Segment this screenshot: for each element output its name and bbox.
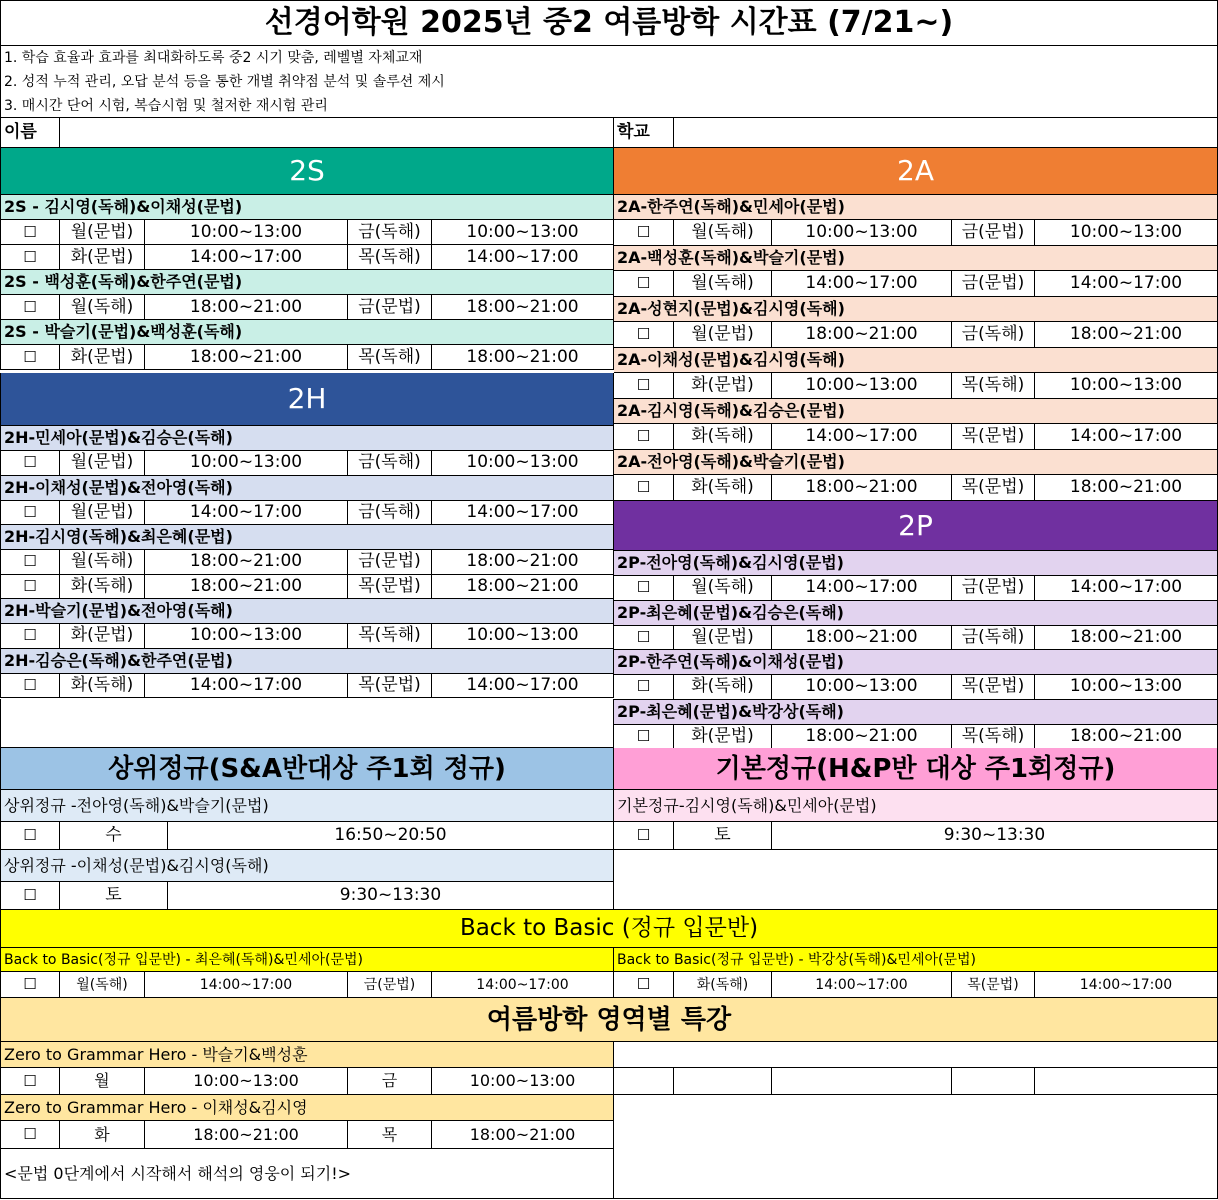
schedule-checkbox[interactable]: ☐ (0, 220, 60, 245)
schedule-time1: 10:00~13:00 (145, 220, 348, 245)
schedule-day1: 월(문법) (60, 451, 145, 476)
schedule-time2: 14:00~17:00 (432, 501, 614, 526)
schedule-day: 토 (60, 882, 168, 910)
schedule-day2: 목(문법) (348, 575, 432, 600)
schedule-day1: 화(문법) (60, 245, 145, 270)
schedule-time: 16:50~20:50 (168, 822, 614, 850)
schedule-time2: 14:00~17:00 (1035, 972, 1218, 998)
class-title: 상위정규 -이채성(문법)&김시영(독해) (0, 850, 614, 882)
schedule-day1: 화(독해) (60, 674, 145, 699)
schedule-day1: 화 (60, 1121, 145, 1149)
schedule-checkbox[interactable]: ☐ (0, 822, 60, 850)
schedule-checkbox[interactable]: ☐ (0, 245, 60, 270)
schedule-day1: 월(독해) (60, 295, 145, 320)
schedule-time2: 18:00~21:00 (1035, 475, 1218, 501)
schedule-time2: 14:00~17:00 (1035, 424, 1218, 450)
schedule-checkbox[interactable]: ☐ (614, 822, 674, 850)
class-title: 2A-전아영(독해)&박슬기(문법) (614, 450, 1218, 475)
schedule-time2: 10:00~13:00 (432, 451, 614, 476)
schedule-day1: 월(독해) (60, 972, 145, 998)
back-to-basic-header: Back to Basic (정규 입문반) (0, 910, 1218, 948)
section-header-2S: 2S (0, 148, 614, 195)
schedule-day2: 금(문법) (348, 972, 432, 998)
class-title: 2A-성현지(문법)&김시영(독해) (614, 297, 1218, 322)
schedule-day2: 목(독해) (348, 345, 432, 370)
schedule-day2: 목(독해) (348, 245, 432, 270)
schedule-time1: 18:00~21:00 (772, 626, 952, 651)
schedule-checkbox[interactable]: ☐ (0, 882, 60, 910)
schedule-day2: 금(독해) (348, 451, 432, 476)
schedule-time1: 18:00~21:00 (145, 295, 348, 320)
schedule-time2: 14:00~17:00 (432, 972, 614, 998)
schedule-time2: 10:00~13:00 (1035, 675, 1218, 700)
class-title: 2H-민세아(문법)&김승은(독해) (0, 426, 614, 451)
class-title: 2H-이채성(문법)&전아영(독해) (0, 476, 614, 501)
class-title: Back to Basic(정규 입문반) - 최은혜(독해)&민세아(문법) (0, 948, 614, 972)
schedule-time1: 10:00~13:00 (772, 220, 952, 246)
class-title: 2A-백성훈(독해)&박슬기(문법) (614, 246, 1218, 271)
schedule-time1: 14:00~17:00 (772, 576, 952, 601)
school-field[interactable] (674, 118, 1218, 148)
schedule-time1: 14:00~17:00 (772, 424, 952, 450)
class-title: 기본정규-김시영(독해)&민세아(문법) (614, 790, 1218, 822)
section-header-2H: 2H (0, 373, 614, 426)
schedule-checkbox[interactable]: ☐ (0, 501, 60, 526)
schedule-checkbox[interactable]: ☐ (614, 475, 674, 501)
schedule-day2: 목 (348, 1121, 432, 1149)
note-line-3: 3. 매시간 단어 시험, 복습시험 및 철저한 재시험 관리 (0, 94, 1218, 118)
schedule-day2: 금(독해) (952, 626, 1035, 651)
schedule-time1: 14:00~17:00 (145, 972, 348, 998)
class-title: 2S - 백성훈(독해)&한주연(문법) (0, 270, 614, 295)
schedule-time2: 18:00~21:00 (432, 295, 614, 320)
name-field[interactable] (60, 118, 614, 148)
empty-cell (674, 1068, 772, 1095)
schedule-day1: 화(독해) (60, 575, 145, 600)
empty-area (614, 1042, 1218, 1068)
schedule-time1: 18:00~21:00 (772, 475, 952, 501)
schedule-time2: 18:00~21:00 (432, 575, 614, 600)
schedule-day2: 금(독해) (952, 322, 1035, 348)
school-label: 학교 (614, 118, 674, 148)
schedule-time2: 18:00~21:00 (432, 550, 614, 575)
section-header-2P: 2P (614, 501, 1218, 551)
schedule-day: 수 (60, 822, 168, 850)
schedule-time1: 10:00~13:00 (145, 451, 348, 476)
schedule-day2: 목(독해) (952, 725, 1035, 750)
class-title: 2A-이채성(문법)&김시영(독해) (614, 348, 1218, 373)
schedule-day1: 월(문법) (674, 626, 772, 651)
schedule-checkbox[interactable]: ☐ (614, 322, 674, 348)
upper-regular-header: 상위정규(S&A반대상 주1회 정규) (0, 748, 614, 790)
schedule-day1: 월(독해) (60, 550, 145, 575)
schedule-day1: 화(문법) (674, 725, 772, 750)
class-title: 2A-한주연(독해)&민세아(문법) (614, 195, 1218, 220)
schedule-time2: 14:00~17:00 (1035, 271, 1218, 297)
schedule-day2: 금(독해) (348, 220, 432, 245)
empty-cell (952, 1068, 1035, 1095)
note-line-2: 2. 성적 누적 관리, 오답 분석 등을 통한 개별 취약점 분석 및 솔루션 제시 (0, 70, 1218, 94)
schedule-day2: 금(문법) (952, 576, 1035, 601)
schedule-day1: 화(독해) (674, 475, 772, 501)
schedule-time2: 18:00~21:00 (1035, 322, 1218, 348)
schedule-time2: 18:00~21:00 (432, 345, 614, 370)
schedule-day: 토 (674, 822, 772, 850)
schedule-checkbox[interactable]: ☐ (614, 725, 674, 750)
class-title: 2P-최은혜(문법)&김승은(독해) (614, 601, 1218, 626)
schedule-time1: 14:00~17:00 (145, 674, 348, 699)
schedule-time2: 10:00~13:00 (1035, 220, 1218, 246)
schedule-time2: 10:00~13:00 (432, 220, 614, 245)
schedule-time2: 10:00~13:00 (432, 1068, 614, 1095)
class-title: Back to Basic(정규 입문반) - 박강상(독해)&민세아(문법) (614, 948, 1218, 972)
schedule-checkbox[interactable]: ☐ (614, 424, 674, 450)
class-title: 상위정규 -전아영(독해)&박슬기(문법) (0, 790, 614, 822)
schedule-day2: 금(문법) (348, 550, 432, 575)
schedule-checkbox[interactable]: ☐ (614, 675, 674, 700)
schedule-day2: 목(문법) (952, 972, 1035, 998)
class-title: Zero to Grammar Hero - 이채성&김시영 (0, 1095, 614, 1121)
schedule-time1: 10:00~13:00 (772, 373, 952, 399)
page-title: 선경어학원 2025년 중2 여름방학 시간표 (7/21~) (0, 0, 1218, 46)
class-title: 2S - 박슬기(문법)&백성훈(독해) (0, 320, 614, 345)
schedule-time2: 18:00~21:00 (432, 1121, 614, 1149)
schedule-time1: 18:00~21:00 (145, 575, 348, 600)
schedule-day1: 월(문법) (60, 501, 145, 526)
schedule-day2: 금(문법) (348, 295, 432, 320)
schedule-checkbox[interactable]: ☐ (0, 624, 60, 649)
class-title: 2H-김시영(독해)&최은혜(문법) (0, 525, 614, 550)
class-title: 2H-김승은(독해)&한주연(문법) (0, 649, 614, 674)
schedule-day1: 월 (60, 1068, 145, 1095)
empty-cell (772, 1068, 952, 1095)
schedule-day1: 월(문법) (60, 220, 145, 245)
schedule-checkbox[interactable]: ☐ (0, 550, 60, 575)
empty-cell (1035, 1068, 1218, 1095)
schedule-time1: 18:00~21:00 (145, 1121, 348, 1149)
schedule-checkbox[interactable]: ☐ (614, 972, 674, 998)
schedule-time1: 18:00~21:00 (145, 550, 348, 575)
schedule-time2: 10:00~13:00 (1035, 373, 1218, 399)
schedule-day2: 목(문법) (952, 475, 1035, 501)
schedule-time1: 10:00~13:00 (772, 675, 952, 700)
class-title: 2H-박슬기(문법)&전아영(독해) (0, 599, 614, 624)
summer-special-header: 여름방학 영역별 특강 (0, 998, 1218, 1042)
note-line-1: 1. 학습 효율과 효과를 최대화하도록 중2 시기 맞춤, 레벨별 자체교재 (0, 46, 1218, 70)
schedule-checkbox[interactable]: ☐ (614, 373, 674, 399)
schedule-time1: 14:00~17:00 (772, 972, 952, 998)
schedule-day2: 금 (348, 1068, 432, 1095)
schedule-day2: 금(문법) (952, 220, 1035, 246)
schedule-checkbox[interactable]: ☐ (614, 220, 674, 246)
schedule-time2: 14:00~17:00 (432, 674, 614, 699)
schedule-day1: 화(문법) (60, 345, 145, 370)
schedule-checkbox[interactable]: ☐ (0, 451, 60, 476)
schedule-day1: 화(문법) (60, 624, 145, 649)
schedule-time2: 18:00~21:00 (1035, 725, 1218, 750)
class-title: 2P-한주연(독해)&이채성(문법) (614, 650, 1218, 675)
schedule-checkbox[interactable]: ☐ (0, 1068, 60, 1095)
schedule-day2: 목(문법) (952, 424, 1035, 450)
schedule-checkbox[interactable]: ☐ (0, 674, 60, 699)
schedule-day1: 화(독해) (674, 972, 772, 998)
schedule-checkbox[interactable]: ☐ (0, 575, 60, 600)
schedule-time: 9:30~13:30 (168, 882, 614, 910)
basic-regular-header: 기본정규(H&P반 대상 주1회정규) (614, 748, 1218, 790)
schedule-day2: 금(독해) (348, 501, 432, 526)
schedule-time1: 18:00~21:00 (772, 322, 952, 348)
schedule-day1: 월(독해) (674, 576, 772, 601)
empty-area (0, 699, 614, 748)
class-title: 2S - 김시영(독해)&이채성(문법) (0, 195, 614, 220)
section-header-2A: 2A (614, 148, 1218, 195)
schedule-checkbox[interactable]: ☐ (0, 972, 60, 998)
schedule-day1: 화(독해) (674, 675, 772, 700)
special-note: <문법 0단계에서 시작해서 해석의 영웅이 되기!> (0, 1149, 614, 1199)
schedule-day2: 목(문법) (952, 675, 1035, 700)
schedule-checkbox[interactable]: ☐ (0, 1121, 60, 1149)
schedule-day2: 금(문법) (952, 271, 1035, 297)
schedule-time2: 14:00~17:00 (1035, 576, 1218, 601)
schedule-time1: 10:00~13:00 (145, 1068, 348, 1095)
schedule-time1: 10:00~13:00 (145, 624, 348, 649)
schedule-checkbox[interactable]: ☐ (0, 345, 60, 370)
schedule-time2: 14:00~17:00 (432, 245, 614, 270)
empty-cell (614, 1068, 674, 1095)
class-title: 2A-김시영(독해)&김승은(문법) (614, 399, 1218, 424)
schedule-day1: 화(독해) (674, 424, 772, 450)
schedule-checkbox[interactable]: ☐ (614, 576, 674, 601)
schedule-checkbox[interactable]: ☐ (0, 295, 60, 320)
schedule-day1: 월(문법) (674, 322, 772, 348)
schedule-checkbox[interactable]: ☐ (614, 271, 674, 297)
schedule-time1: 14:00~17:00 (145, 245, 348, 270)
schedule-time1: 18:00~21:00 (772, 725, 952, 750)
class-title: 2P-최은혜(문법)&박강상(독해) (614, 700, 1218, 725)
schedule-time2: 18:00~21:00 (1035, 626, 1218, 651)
schedule-checkbox[interactable]: ☐ (614, 626, 674, 651)
schedule-day1: 월(독해) (674, 220, 772, 246)
schedule-time1: 14:00~17:00 (772, 271, 952, 297)
empty-area (614, 850, 1218, 910)
class-title: 2P-전아영(독해)&김시영(문법) (614, 551, 1218, 576)
schedule-time: 9:30~13:30 (772, 822, 1218, 850)
schedule-time1: 14:00~17:00 (145, 501, 348, 526)
schedule-day2: 목(문법) (348, 674, 432, 699)
schedule-day1: 월(독해) (674, 271, 772, 297)
schedule-day2: 목(독해) (952, 373, 1035, 399)
class-title: Zero to Grammar Hero - 박슬기&백성훈 (0, 1042, 614, 1068)
schedule-day1: 화(문법) (674, 373, 772, 399)
name-label: 이름 (0, 118, 60, 148)
schedule-day2: 목(독해) (348, 624, 432, 649)
schedule-time2: 10:00~13:00 (432, 624, 614, 649)
schedule-time1: 18:00~21:00 (145, 345, 348, 370)
empty-area (614, 1095, 1218, 1199)
